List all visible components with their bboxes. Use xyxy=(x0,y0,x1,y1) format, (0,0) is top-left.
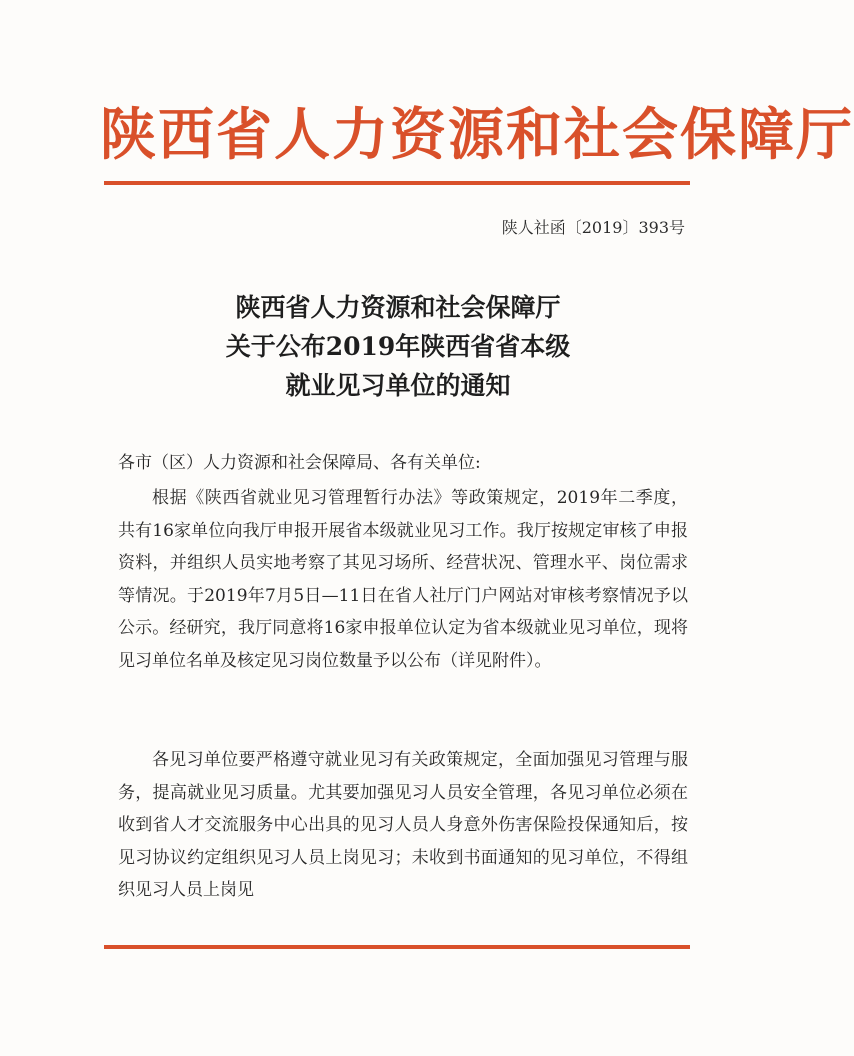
document-number: 陕人社函〔2019〕393号 xyxy=(501,218,685,237)
red-header-rule xyxy=(104,181,690,185)
red-footer-rule xyxy=(104,945,690,949)
title-line: 就业见习单位的通知 xyxy=(285,371,511,400)
masthead: 陕西省人力资源和社会保障厅 xyxy=(100,102,854,168)
salutation: 各市（区）人力资源和社会保障局、各有关单位: xyxy=(118,453,481,473)
document-title xyxy=(110,288,686,405)
body-paragraph: 根据《陕西省就业见习管理暂行办法》等政策规定，2019年二季度，共有16家单位向我厅申报开展省本级就业见习工作。我厅按规定审核了申报资料，并组织人员实地考察了其见习场所、经营状况、管理水平、岗位需求等情况。于2019年7月5日—11日在省人社厅门户网站对审核考察情况予以公示。经研究，我厅同意将16家申报单位认定为省本级就业见习单位，现将见习单位名单及核定见习岗位数量予以公布（详见附件）。 xyxy=(118,488,688,671)
title-line: 陕西省人力资源和社会保障厅 xyxy=(235,293,561,322)
body-paragraph: 各见习单位要严格遵守就业见习有关政策规定，全面加强见习管理与服务，提高就业见习质量。尤其要加强见习人员安全管理，各见习单位必须在收到省人才交流服务中心出具的见习人员人身意外伤害保险投保通知后，按见习协议约定组织见习人员上岗见习；未收到书面通知的见习单位，不得组织见习人员上岗见 xyxy=(118,750,688,900)
title-line: 关于公布2019年陕西省省本级 xyxy=(225,332,571,361)
